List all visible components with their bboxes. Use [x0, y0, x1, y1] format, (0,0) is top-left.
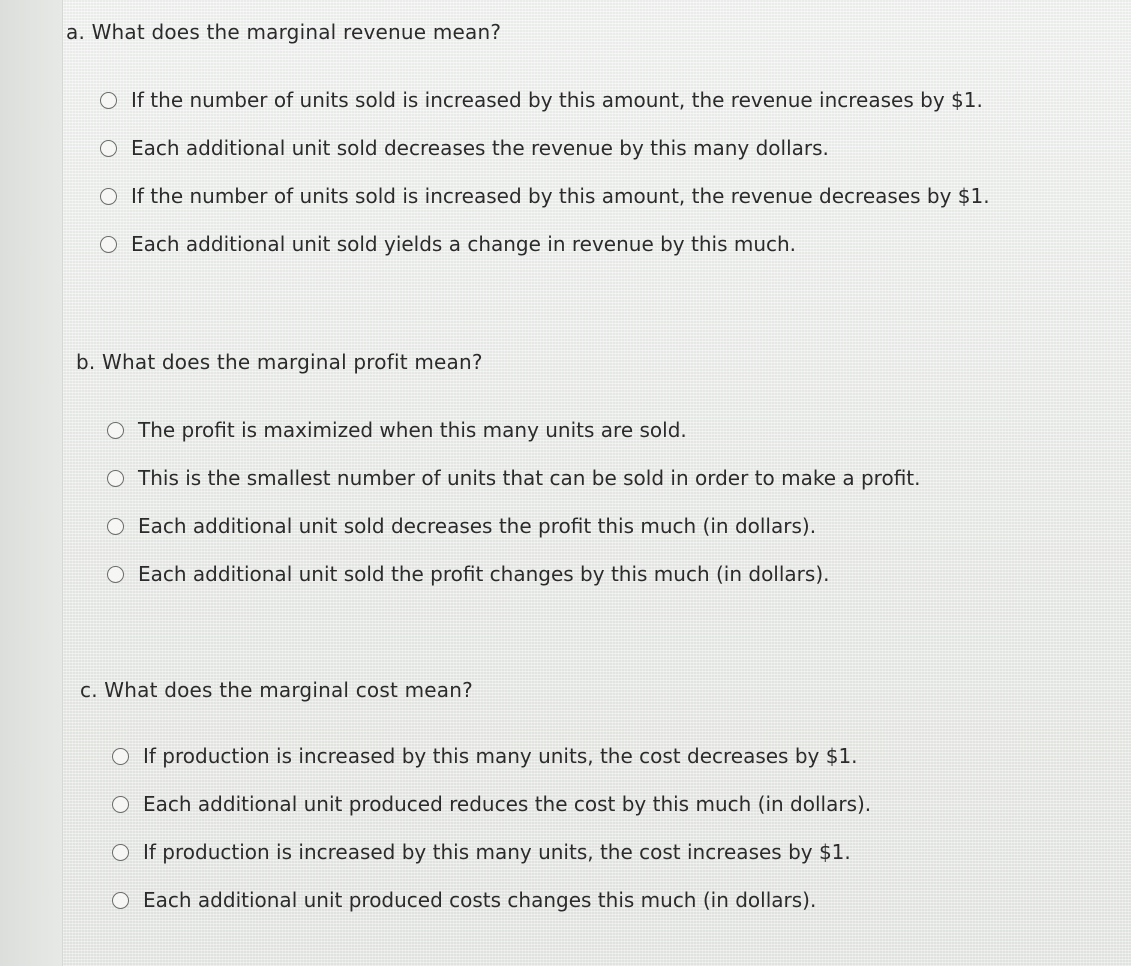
option-a4[interactable] [100, 220, 990, 268]
question-b-options [107, 406, 921, 598]
option-label: Each additional unit produced costs changes this much (in dollars). [143, 888, 817, 912]
option-b3[interactable] [107, 502, 921, 550]
option-c1[interactable] [112, 732, 871, 780]
radio-button-icon[interactable] [107, 518, 124, 535]
option-label: Each additional unit sold the profit changes by this much (in dollars). [138, 562, 830, 586]
option-label: If production is increased by this many units, the cost decreases by $1. [143, 744, 858, 768]
option-label: Each additional unit sold decreases the profit this much (in dollars). [138, 514, 817, 538]
question-a-prompt: a. What does the marginal revenue mean? [66, 20, 502, 44]
option-c4[interactable] [112, 876, 871, 924]
option-label: If the number of units sold is increased by this amount, the revenue decreases by $1. [131, 184, 990, 208]
question-a-options [100, 76, 990, 268]
radio-button-icon[interactable] [100, 236, 117, 253]
option-a3[interactable] [100, 172, 990, 220]
radio-button-icon[interactable] [100, 92, 117, 109]
radio-button-icon[interactable] [107, 422, 124, 439]
radio-button-icon[interactable] [112, 748, 129, 765]
radio-button-icon[interactable] [112, 796, 129, 813]
question-b-prompt: b. What does the marginal profit mean? [76, 350, 483, 374]
option-label: Each additional unit sold yields a change in revenue by this much. [131, 232, 797, 256]
page-left-border [0, 0, 63, 966]
radio-button-icon[interactable] [100, 188, 117, 205]
option-b1[interactable] [107, 406, 921, 454]
option-c2[interactable] [112, 780, 871, 828]
option-label: Each additional unit produced reduces the cost by this much (in dollars). [143, 792, 872, 816]
option-a2[interactable] [100, 124, 990, 172]
radio-button-icon[interactable] [100, 140, 117, 157]
radio-button-icon[interactable] [107, 566, 124, 583]
option-a1[interactable] [100, 76, 990, 124]
option-c3[interactable] [112, 828, 871, 876]
radio-button-icon[interactable] [112, 892, 129, 909]
option-label: If production is increased by this many units, the cost increases by $1. [143, 840, 851, 864]
radio-button-icon[interactable] [107, 470, 124, 487]
option-b4[interactable] [107, 550, 921, 598]
option-label: Each additional unit sold decreases the revenue by this many dollars. [131, 136, 829, 160]
question-c-options [112, 732, 871, 924]
option-b2[interactable] [107, 454, 921, 502]
radio-button-icon[interactable] [112, 844, 129, 861]
option-label: The profit is maximized when this many units are sold. [138, 418, 687, 442]
question-c-prompt: c. What does the marginal cost mean? [80, 678, 473, 702]
option-label: If the number of units sold is increased by this amount, the revenue increases by $1. [131, 88, 983, 112]
option-label: This is the smallest number of units that can be sold in order to make a profit. [138, 466, 921, 490]
